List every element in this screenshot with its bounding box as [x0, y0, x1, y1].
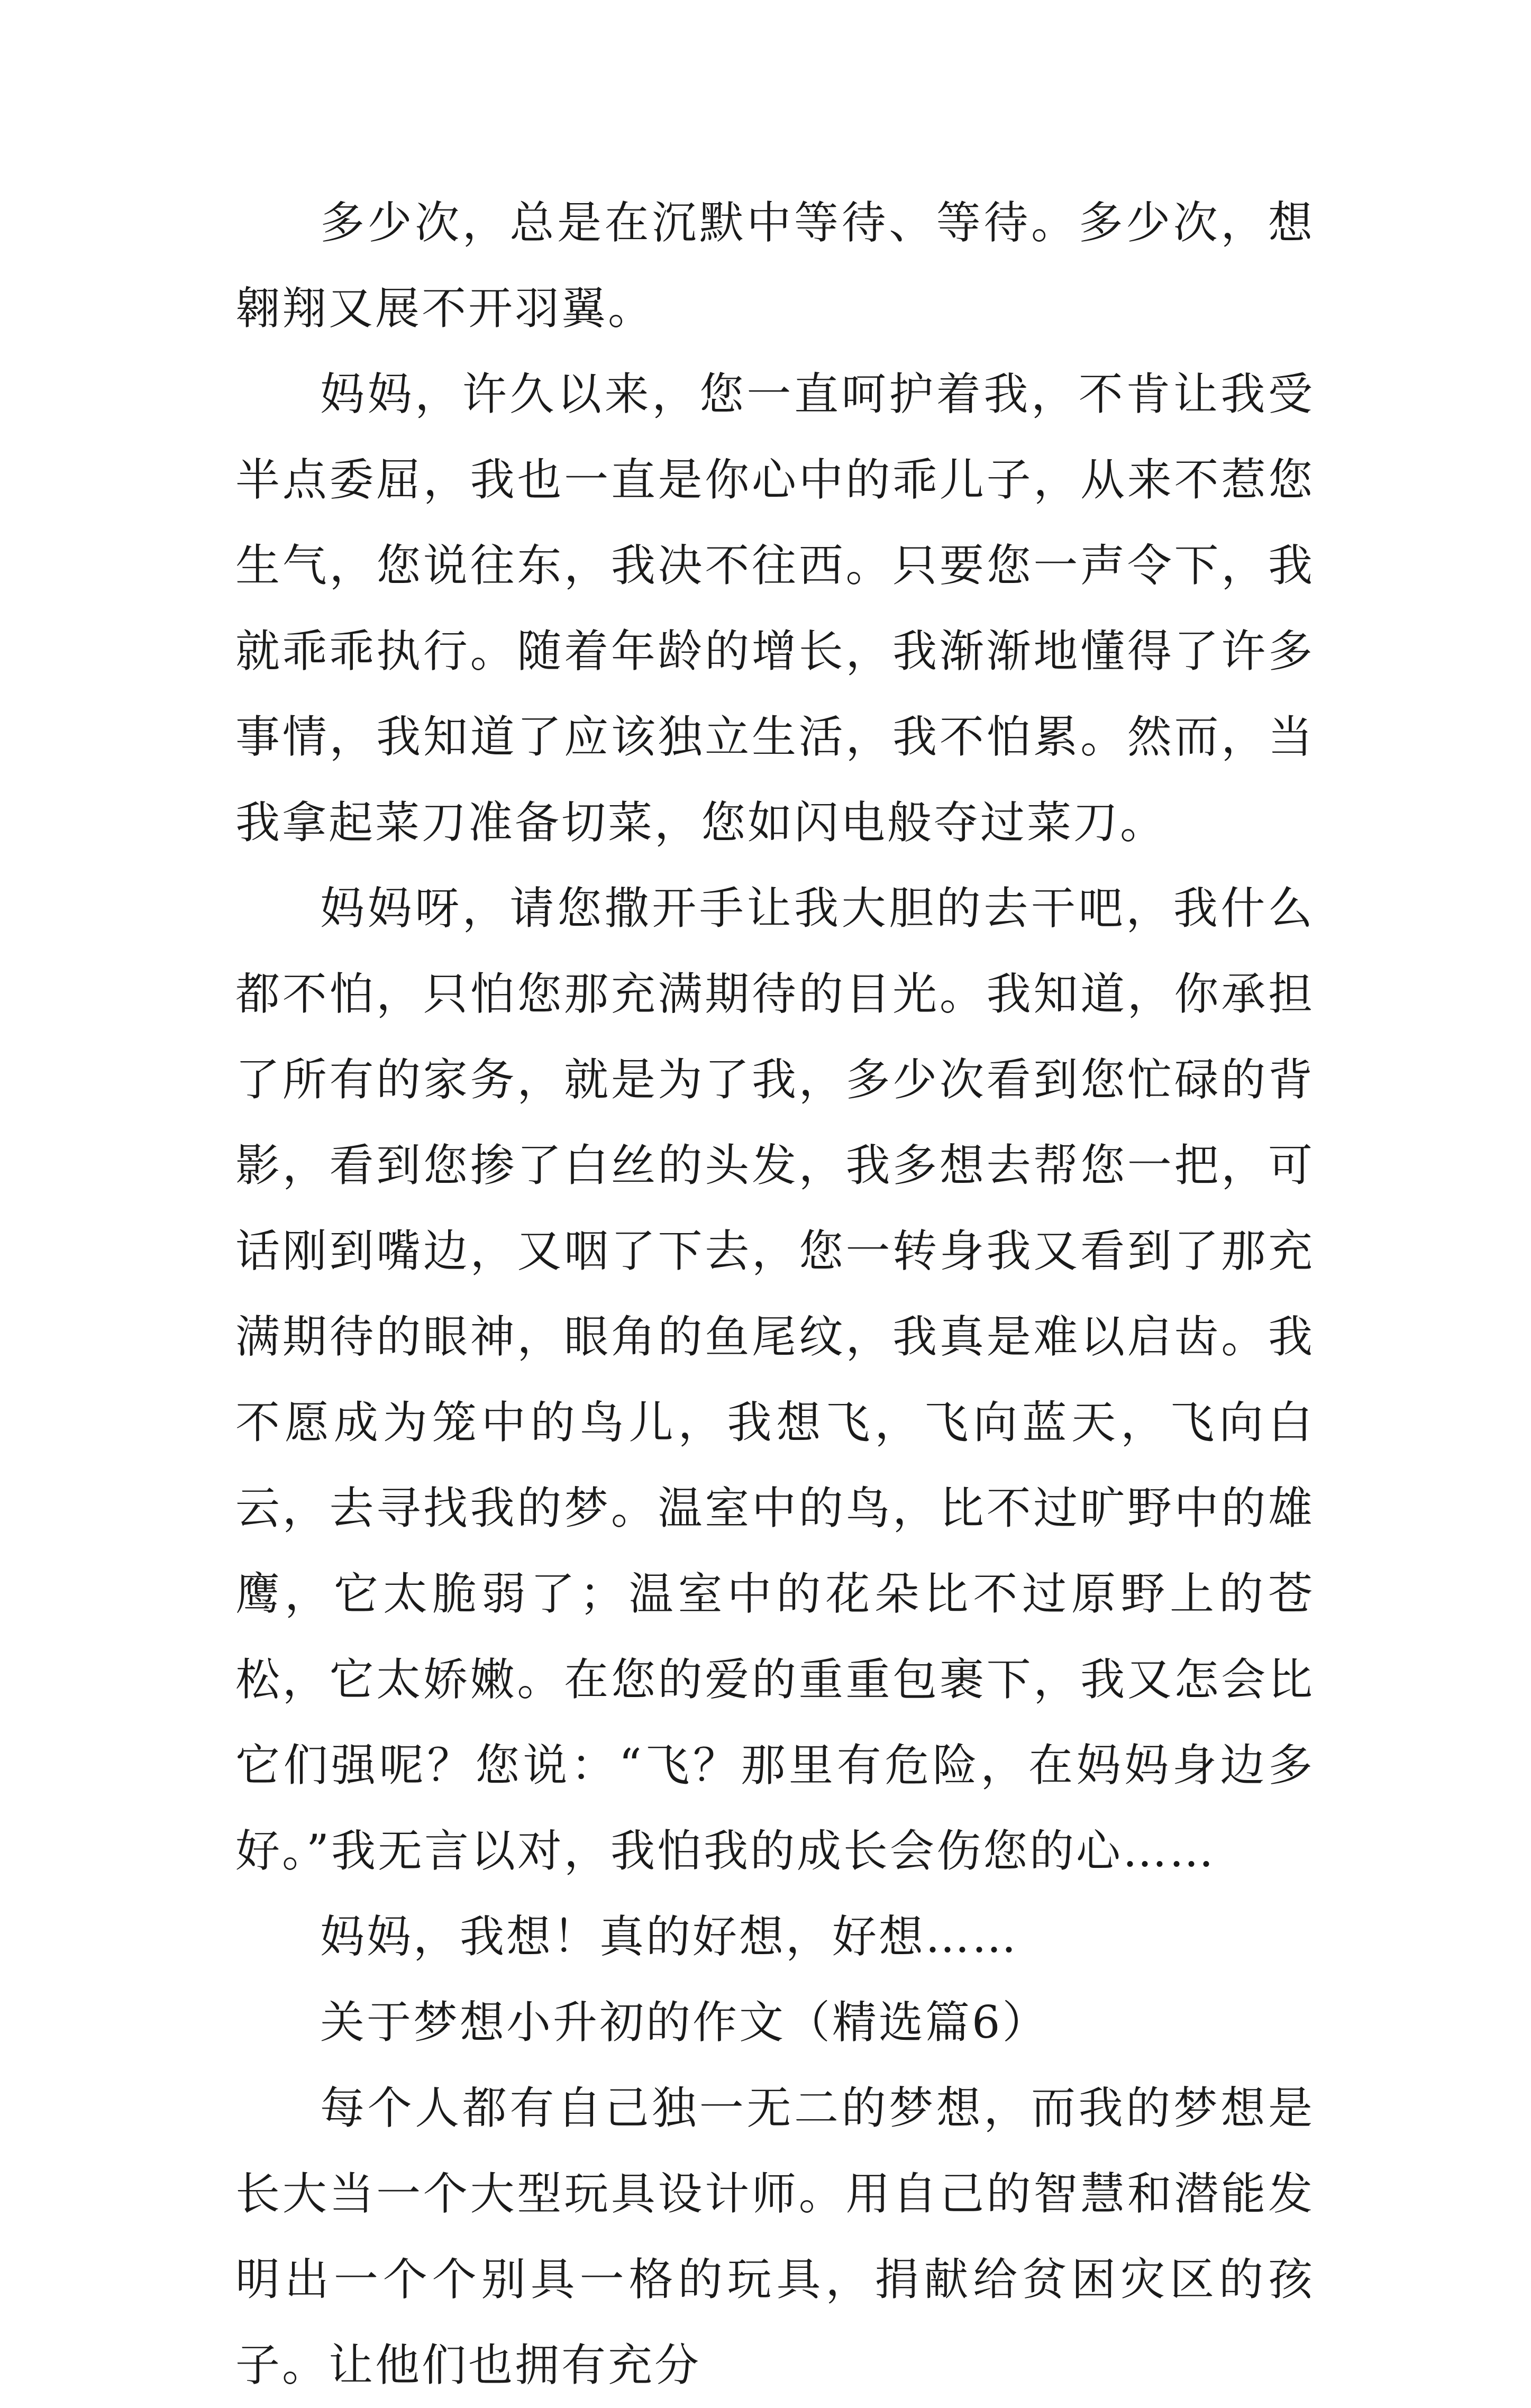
paragraph-5: 每个人都有自己独一无二的梦想，而我的梦想是长大当一个大型玩具设计师。用自己的智慧和潜能发明出一个个别具一格的玩具，捐献给贫困灾区的孩子。让他们也拥有充分: [235, 2082, 1315, 2391]
paragraph-2: 妈妈，许久以来，您一直呵护着我，不肯让我受半点委屈，我也一直是你心中的乖儿子，从来不惹您生气，您说往东，我决不往西。只要您一声令下，我就乖乖执行。随着年龄的增长，我渐渐地懂得了许多事情，我知道了应该独立生活，我不怕累。然而，当我拿起菜刀准备切菜，您如闪电般夺过菜刀。: [235, 368, 1315, 849]
section-heading: 关于梦想小升初的作文（精选篇6）: [320, 1996, 1049, 2048]
paragraph-3: 妈妈呀，请您撒开手让我大胆的去干吧，我什么都不怕，只怕您那充满期待的目光。我知道，你承担了所有的家务，就是为了我，多少次看到您忙碌的背影，看到您掺了白丝的头发，我多想去帮您一把，可话刚到嘴边，又咽了下去，您一转身我又看到了那充满期待的眼神，眼角的鱼尾纹，我真是难以启齿。我不愿成为笼中的鸟儿，我想飞，飞向蓝天，飞向白云，去寻找我的梦。温室中的鸟，比不过旷野中的雄鹰，它太脆弱了；温室中的花朵比不过原野上的苍松，它太娇嫩。在您的爱的重重包裹下，我又怎会比它们强呢？您说：“飞？那里有危险，在妈妈身边多好。”我无言以对，我怕我的成长会伤您的心……: [235, 882, 1315, 1877]
document-body: [235, 180, 1315, 2408]
paragraph-4: 妈妈，我想！真的好想，好想……: [320, 1911, 1019, 1963]
paragraph-1: 多少次，总是在沉默中等待、等待。多少次，想翱翔又展不开羽翼。: [235, 197, 1315, 334]
